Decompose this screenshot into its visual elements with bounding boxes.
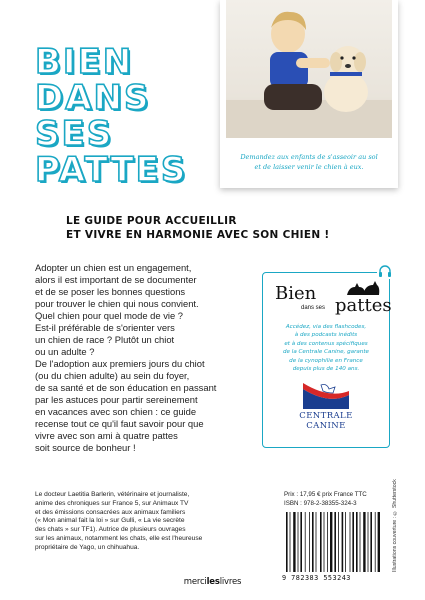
caption-line-2: et de laisser venir le chien à eux. <box>254 163 364 171</box>
blurb-line: vivre avec son ami à quatre pattes <box>35 430 178 441</box>
headphones-icon <box>377 263 393 279</box>
caption-line-1: Demandez aux enfants de s'asseoir au sol <box>240 153 378 161</box>
photo-caption <box>226 152 392 172</box>
publisher-part-3: livres <box>219 577 242 587</box>
info-line: et à des contenus spécifiques <box>284 340 368 347</box>
price-and-isbn <box>284 491 384 508</box>
book-title <box>35 44 225 188</box>
child-with-puppy-photo <box>226 0 392 138</box>
bio-line: anime des chroniques sur France 5, sur Animaux TV <box>35 499 189 507</box>
back-cover-blurb <box>35 262 257 454</box>
logo-word-bien: Bien <box>275 283 317 304</box>
barcode <box>282 512 386 572</box>
blurb-line: ou un adulte ? <box>35 346 95 357</box>
isbn: ISBN : 978-2-38355-324-3 <box>284 499 357 507</box>
blurb-line: Adopter un chien est un engagement, <box>35 262 192 273</box>
blurb-line: et de se poser les bonnes questions <box>35 286 186 297</box>
info-line: Accédez, via des flashcodes, <box>285 324 367 330</box>
blurb-line: (ou du chien adulte) au sein du foyer, <box>35 370 190 381</box>
blurb-line: soit source de bonheur ! <box>35 442 136 453</box>
bio-line: et des émissions consacrées aux animaux familiers <box>35 508 186 516</box>
barcode-bar <box>334 512 336 572</box>
bien-dans-ses-pattes-logo <box>269 283 392 317</box>
blurb-line: recense tout ce qu'il faut savoir pour que <box>35 418 204 429</box>
subtitle <box>66 214 406 242</box>
bio-line: (« Mon animal fait la loi » sur Gulli, « La vie secrète <box>35 517 185 525</box>
bio-line: propriétaire de Yago, un chihuahua. <box>35 543 140 551</box>
blurb-line: Est-il préférable de s'orienter vers <box>35 322 175 333</box>
info-line: de la Centrale Canine, garante <box>283 349 369 356</box>
org-line-1: CENTRALE <box>299 411 353 422</box>
barcode-bar <box>316 512 317 572</box>
barcode-bar <box>290 512 291 572</box>
barcode-bar <box>293 512 295 572</box>
title-line-3: SES <box>35 114 114 154</box>
title-line-2: DANS <box>35 78 151 118</box>
subtitle-line-2: ET VIVRE EN HARMONIE AVEC SON CHIEN ! <box>66 229 330 241</box>
blurb-line: par les astuces pour partir sereinement <box>35 394 198 405</box>
barcode-bar <box>363 512 365 572</box>
barcode-bar <box>345 512 346 572</box>
publisher-part-1: merci <box>183 577 207 587</box>
barcode-bar <box>378 512 380 572</box>
blurb-line: pour trouver le chien qui nous convient. <box>35 298 199 309</box>
blurb-line: en vacances avec son chien : ce guide <box>35 406 197 417</box>
polaroid-photo <box>220 0 398 188</box>
centrale-canine-name <box>269 411 383 431</box>
logo-word-pattes: pattes <box>335 295 392 316</box>
barcode-bar <box>305 512 306 572</box>
title-line-1: BIEN <box>35 42 134 82</box>
bio-line: sur les animaux, notamment les chats, elle est l'heureuse <box>35 534 203 542</box>
blurb-line: De l'adoption aux premiers jours du chiot <box>35 358 205 369</box>
subtitle-line-1: LE GUIDE POUR ACCUEILLIR <box>66 215 237 227</box>
centrale-canine-logo-icon <box>299 381 353 411</box>
info-description <box>269 323 383 373</box>
blurb-line: Quel chien pour quel mode de vie ? <box>35 310 184 321</box>
bio-line: Le docteur Laetitia Barlerin, vétérinaire et journaliste, <box>35 491 190 498</box>
barcode-bar <box>309 512 310 572</box>
info-line: à des podcasts inédits <box>294 332 358 339</box>
blurb-line: un chien de race ? Plutôt un chiot <box>35 334 175 345</box>
barcode-bar <box>300 512 302 572</box>
org-line-2: CANINE <box>306 421 346 432</box>
barcode-bar <box>324 512 325 572</box>
barcode-bar <box>356 512 358 572</box>
author-bio <box>35 491 250 553</box>
info-line: de la cynophilie en France <box>289 357 363 364</box>
illustration-credit: Illustrations couverture : © Shutterstock <box>392 479 398 572</box>
info-line: depuis plus de 140 ans. <box>292 366 360 373</box>
barcode-bar <box>338 512 339 572</box>
barcode-bar <box>320 512 322 572</box>
centrale-canine-info-box <box>262 272 390 448</box>
barcode-bar <box>312 512 314 572</box>
price: Prix : 17,95 € prix France TTC <box>284 491 367 498</box>
bio-line: des chats » sur TF1). Autrice de plusieurs ouvrages <box>35 526 186 534</box>
barcode-bar <box>298 512 299 572</box>
barcode-bar <box>352 512 354 572</box>
barcode-bar <box>360 512 361 572</box>
blurb-line: alors il est important de se documenter <box>35 274 197 285</box>
barcode-bar <box>375 512 376 572</box>
barcode-bar <box>368 512 369 572</box>
blurb-line: de sa santé et de son éducation en passant <box>35 382 217 393</box>
publisher-logo <box>0 577 425 587</box>
barcode-digits: 9 782383 553243 <box>282 574 351 582</box>
title-line-4: PATTES <box>35 150 188 190</box>
barcode-bar <box>330 512 332 572</box>
barcode-bar <box>286 512 288 572</box>
photo-illustration <box>226 0 392 138</box>
barcode-bar <box>342 512 344 572</box>
barcode-bar <box>370 512 372 572</box>
publisher-part-2: les <box>206 577 220 587</box>
barcode-bar <box>327 512 328 572</box>
dog-and-cat-icon <box>345 279 381 297</box>
logo-word-dans-ses: dans ses <box>301 305 326 311</box>
barcode-bar <box>350 512 351 572</box>
